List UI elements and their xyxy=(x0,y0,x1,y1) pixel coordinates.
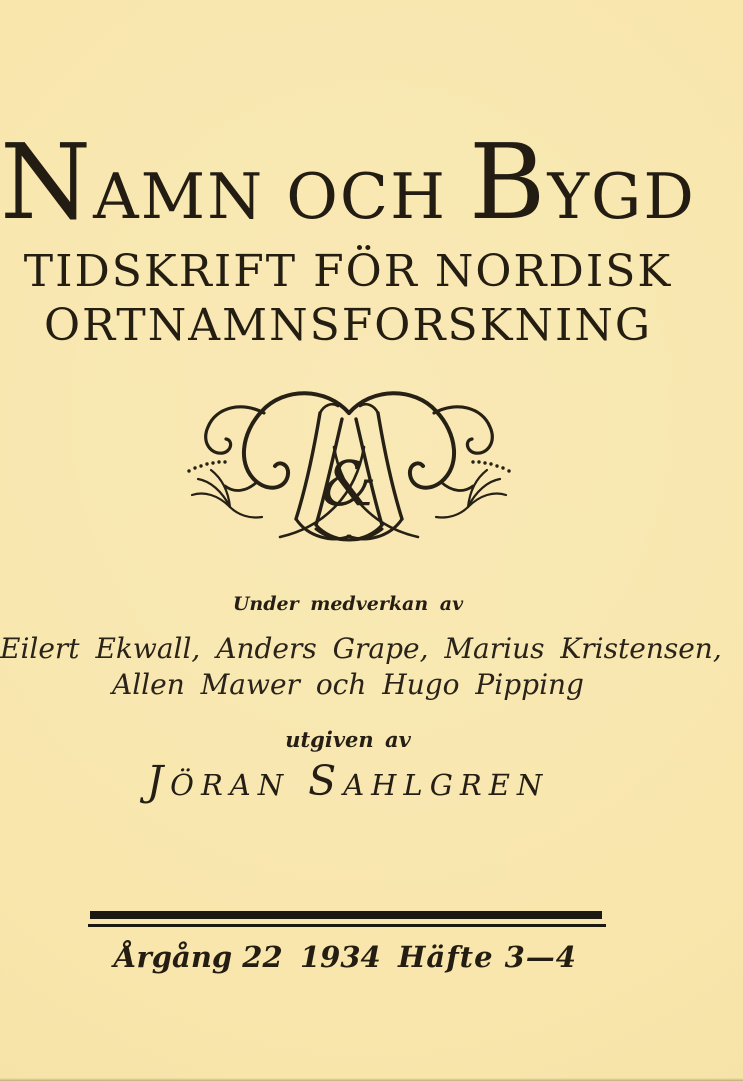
journal-title xyxy=(0,121,696,243)
ornament-ampersand: & xyxy=(321,447,377,520)
title-rest-amn: AMN xyxy=(93,160,265,233)
publisher-heading: utgiven av xyxy=(285,727,411,752)
publisher-rest-oran: ÖRAN xyxy=(170,768,291,802)
imprint-line xyxy=(90,940,605,974)
double-rule-thin xyxy=(88,924,606,927)
title-word-och: OCH xyxy=(286,160,448,233)
publisher-initial-j: J xyxy=(146,757,171,805)
journal-subtitle-line-1: TIDSKRIFT FÖR NORDISK xyxy=(23,246,673,297)
publisher-rest-ahlgren: AHLGREN xyxy=(343,768,550,802)
imprint-volume: Årgång 22 xyxy=(114,940,283,974)
journal-subtitle-line-2: ORTNAMNSFORSKNING xyxy=(43,300,653,351)
imprint-year: 1934 xyxy=(299,940,381,974)
imprint-issue: Häfte 3—4 xyxy=(398,940,577,974)
publisher-name xyxy=(0,757,696,805)
nb-monogram-ornament-icon xyxy=(184,388,514,550)
title-rest-ygd: YGD xyxy=(547,160,696,233)
title-initial-n: N xyxy=(0,121,94,243)
contributors-line-2: Allen Mawer och Hugo Pipping xyxy=(112,668,584,701)
double-rule-thick xyxy=(90,911,602,919)
publisher-initial-s: S xyxy=(308,757,344,805)
contributors-line-1: Eilert Ekwall, Anders Grape, Marius Kristensen, xyxy=(0,632,722,665)
title-initial-b: B xyxy=(469,121,548,243)
contributors-heading: Under medverkan av xyxy=(232,593,464,615)
